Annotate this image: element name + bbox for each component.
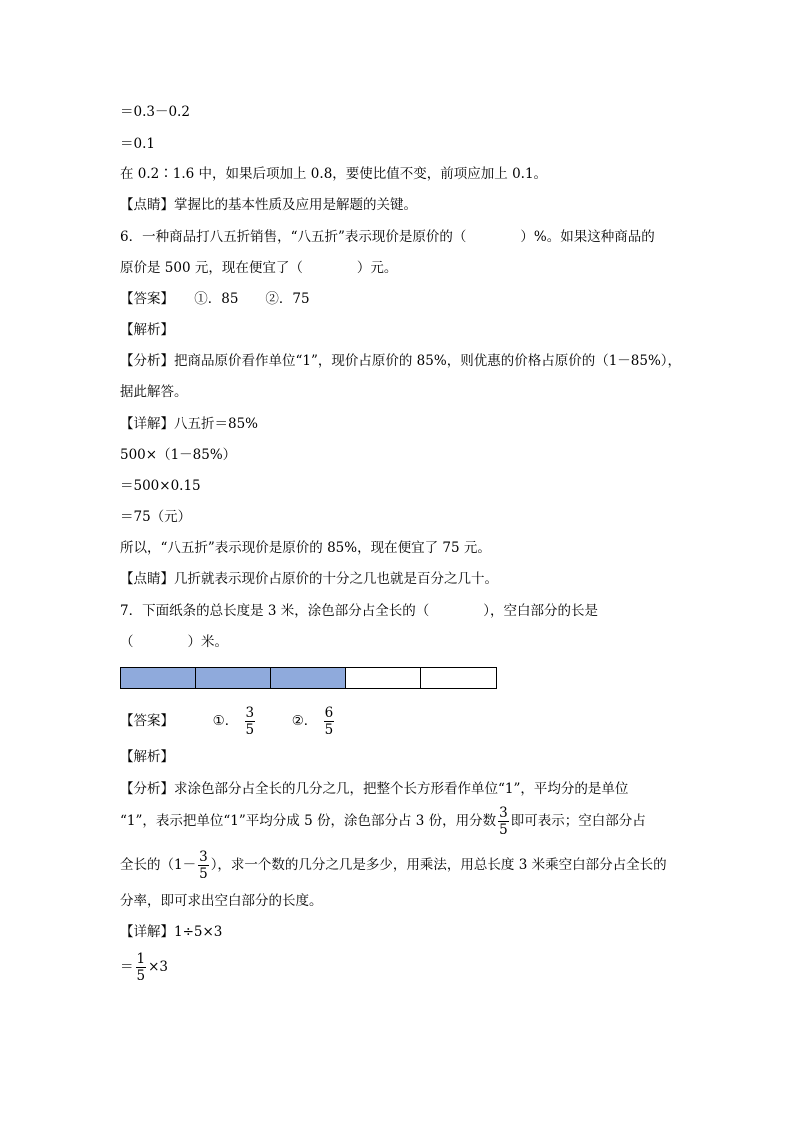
denominator: 5 (245, 722, 255, 738)
answer-label: 【答案】 (120, 713, 174, 729)
calc-6-3: ＝75（元） (120, 509, 192, 525)
answer-marker-2: ②． (291, 713, 318, 729)
numerator: 3 (199, 849, 208, 865)
tip-6: 【点睛】几折就表示现价占原价的十分之几也就是百分之几十。 (120, 571, 498, 587)
strip-segment-shaded (196, 668, 271, 688)
numerator: 3 (245, 705, 255, 721)
answer-marker-1: ①． (212, 713, 239, 729)
conclusion-6: 所以，“八五折”表示现价是原价的 85%，现在便宜了 75 元。 (120, 540, 491, 556)
question-6-cont: 原价是 500 元，现在便宜了（ ）元。 (120, 260, 398, 276)
answer-6: 【答案】 ①．85 ②．75 (120, 291, 310, 307)
strip-segment-blank (346, 668, 421, 688)
numerator: 6 (324, 705, 334, 721)
calc-7-1 (120, 948, 168, 986)
analysis-7-cont-3: 分率，即可求出空白部分的长度。 (120, 893, 323, 909)
answer-fraction-2 (324, 705, 335, 738)
line-02: ＝0.1 (120, 136, 155, 152)
analysis-7: 【分析】求涂色部分占全长的几分之几，把整个长方形看作单位“1”，平均分的是单位 (120, 781, 629, 797)
answer-7 (120, 702, 336, 740)
question-7-cont: （ ）米。 (120, 634, 228, 650)
detail-6: 【详解】八五折＝85% (120, 416, 259, 432)
question-7: 7．下面纸条的总长度是 3 米，涂色部分占全长的（ ），空白部分的长是 (120, 603, 599, 619)
denominator: 5 (199, 866, 208, 882)
text: “1”，表示把单位“1”平均分成 5 份，涂色部分占 3 份，用分数 (120, 813, 497, 829)
analysis-heading-6: 【解析】 (120, 322, 174, 338)
question-6: 6．一种商品打八五折销售，“八五折”表示现价是原价的（ ）%。如果这种商品的 (120, 229, 655, 245)
text: ），求一个数的几分之几是多少，用乘法，用总长度 3 米乘空白部分占全长的 (210, 857, 667, 873)
denominator: 5 (136, 968, 146, 984)
denominator: 5 (324, 722, 334, 738)
numerator: 1 (136, 951, 146, 967)
line-01: ＝0.3－0.2 (120, 104, 190, 120)
fraction-one-fifth (136, 951, 147, 984)
strip-segment-shaded (121, 668, 196, 688)
text: ×3 (148, 959, 168, 975)
calc-6-2: ＝500×0.15 (120, 478, 201, 494)
analysis-7-cont (120, 802, 646, 840)
text: ＝ (120, 959, 134, 975)
paper-strip (120, 667, 497, 689)
analysis-7-cont-2 (120, 846, 667, 884)
fraction-three-fifths (198, 849, 209, 882)
analysis-heading-7: 【解析】 (120, 749, 174, 765)
analysis-6-cont: 据此解答。 (120, 384, 188, 400)
analysis-6: 【分析】把商品原价看作单位“1”，现价占原价的 85%，则优惠的价格占原价的（1－85%）， (120, 353, 682, 369)
text: 即可表示；空白部分占 (510, 813, 646, 829)
detail-7: 【详解】1÷5×3 (120, 924, 223, 940)
denominator: 5 (499, 822, 508, 838)
calc-6-1: 500×（1－85%） (120, 447, 237, 463)
line-03: 在 0.2∶1.6 中，如果后项加上 0.8，要使比值不变，前项应加上 0.1。 (120, 166, 548, 182)
line-04: 【点睛】掌握比的基本性质及应用是解题的关键。 (120, 197, 417, 213)
numerator: 3 (499, 805, 508, 821)
text: 全长的（1－ (120, 857, 197, 873)
strip-segment-shaded (271, 668, 346, 688)
strip-segment-blank (421, 668, 496, 688)
answer-fraction-1 (245, 705, 256, 738)
fraction-three-fifths (498, 805, 509, 838)
